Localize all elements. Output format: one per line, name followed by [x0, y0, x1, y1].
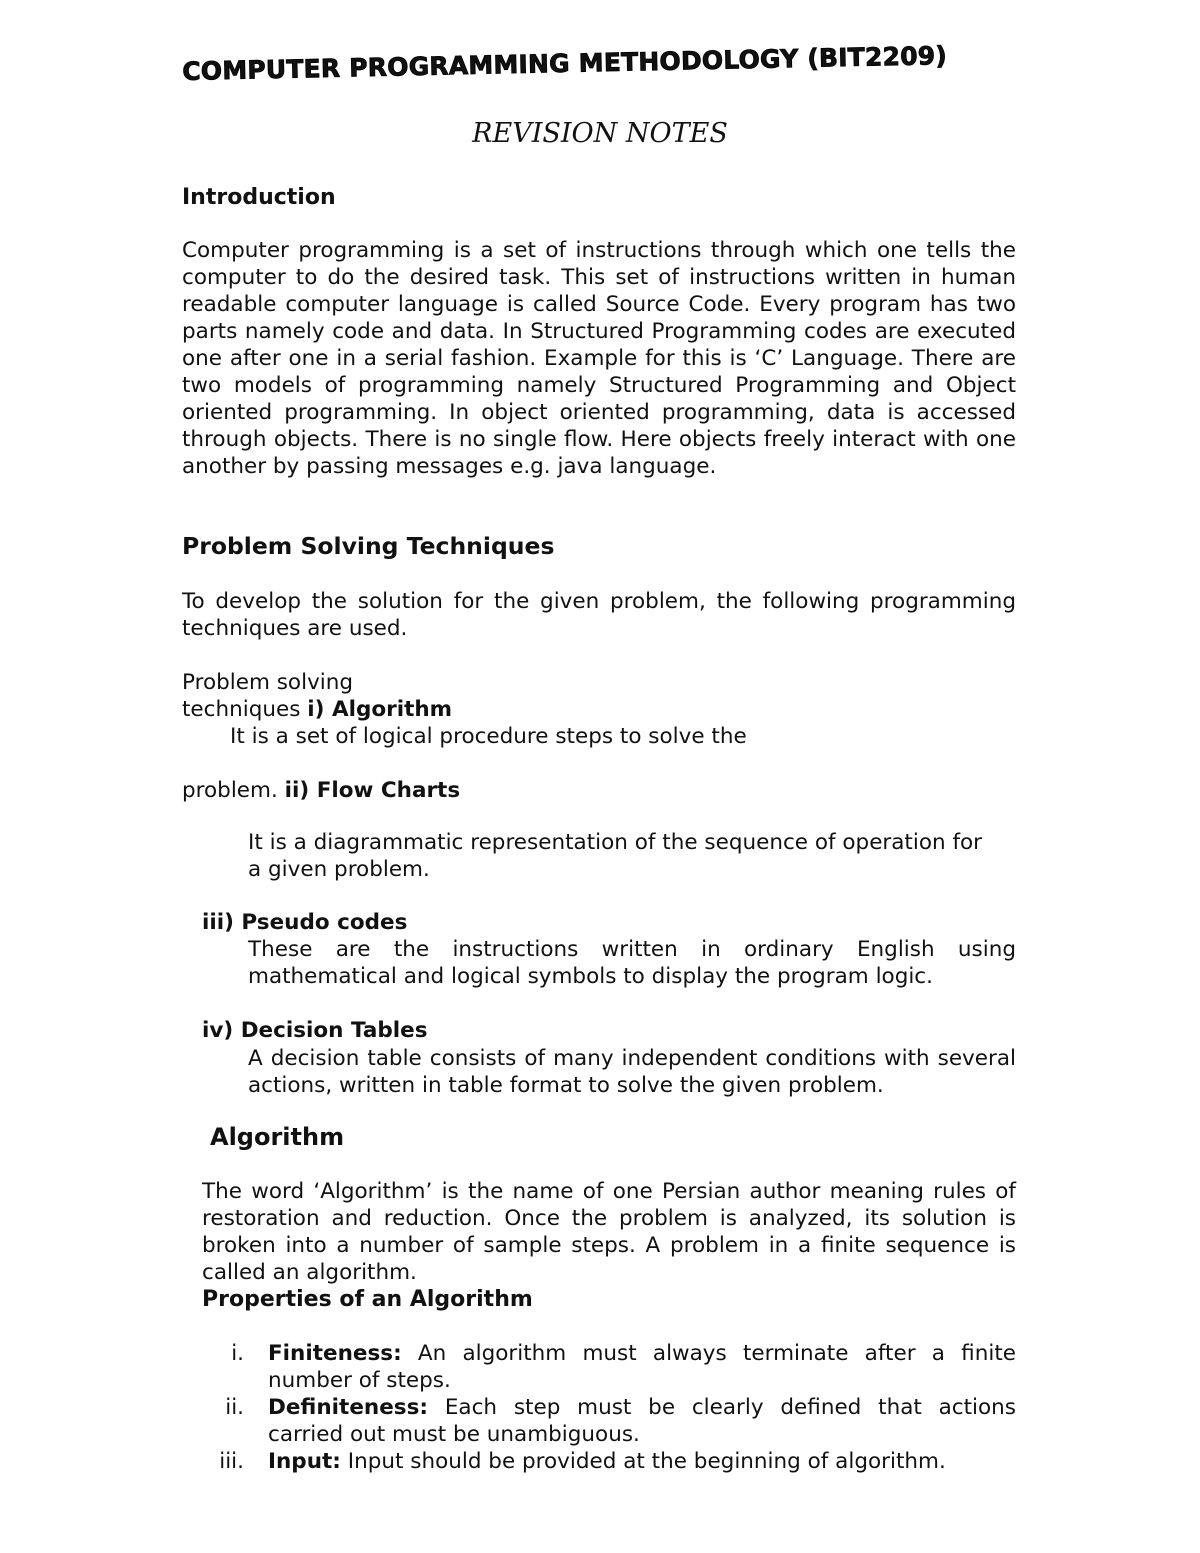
introduction-paragraph: Computer programming is a set of instructions through which one tells the computer to do the desired task. This set of instructions written in human readable computer language is called Source Code. Every program has two parts namely code and data. In Structured Programming codes are executed one after one in a serial fashion. Example for this is ‘C’ Language. There are two models of programming namely Structured Programming and Object oriented programming. In object oriented programming, data is accessed through objects. There is no single flow. Here objects freely interact with one another by passing messages e.g. java language.: [182, 238, 1016, 479]
properties-heading: Properties of an Algorithm: [202, 1287, 533, 1312]
property-term: Finiteness:: [268, 1341, 402, 1366]
item-flowcharts-label: ii) Flow Charts: [284, 778, 461, 803]
problem-solving-heading: Problem Solving Techniques: [182, 532, 555, 560]
introduction-heading: Introduction: [182, 185, 336, 210]
property-term: Definiteness:: [268, 1395, 428, 1420]
item-algorithm-cont: problem.: [182, 778, 278, 803]
property-number: iii.: [219, 1449, 244, 1474]
property-text: Each step must be clearly defined that actions carried out must be unambiguous.: [268, 1395, 1016, 1447]
problem-solving-intro: To develop the solution for the given problem, the following programming techniques are used.: [182, 589, 1016, 641]
item-pseudocodes-label: iii) Pseudo codes: [202, 910, 408, 935]
algorithm-heading: Algorithm: [210, 1123, 345, 1151]
item-flowcharts-desc: It is a diagrammatic representation of the sequence of operation for a given problem.: [248, 830, 983, 882]
item-algorithm-desc: It is a set of logical procedure steps to solve the: [230, 724, 747, 749]
document-title: COMPUTER PROGRAMMING METHODOLOGY (BIT2209): [181, 40, 948, 86]
item-decisiontables-desc: A decision table consists of many independent conditions with several actions, written in table format to solve the given problem.: [248, 1046, 1016, 1098]
property-number: i.: [231, 1341, 244, 1366]
property-item: [268, 1448, 1016, 1475]
property-item: [268, 1394, 1016, 1448]
techniques-lead-line1: Problem solving: [182, 670, 354, 695]
techniques-lead-word: techniques: [182, 697, 301, 722]
property-text: Input should be provided at the beginning of algorithm.: [347, 1449, 946, 1474]
item-algorithm-label: i) Algorithm: [307, 697, 453, 722]
property-number: ii.: [225, 1395, 244, 1420]
item-decisiontables-label: iv) Decision Tables: [202, 1018, 428, 1043]
item-flowcharts-line: [182, 777, 460, 804]
document-subtitle: REVISION NOTES: [472, 118, 728, 149]
item-pseudocodes-desc: These are the instructions written in ordinary English using mathematical and logical symbols to display the program logic.: [248, 937, 1016, 989]
techniques-lead-line2: [182, 696, 452, 723]
property-term: Input:: [268, 1449, 341, 1474]
algorithm-paragraph: The word ‘Algorithm’ is the name of one Persian author meaning rules of restoration and reduction. Once the problem is analyzed, its solution is broken into a number of sample steps. A problem in a finite sequence is called an algorithm.: [202, 1179, 1016, 1285]
property-item: [268, 1340, 1016, 1394]
property-text: An algorithm must always terminate after a finite number of steps.: [268, 1341, 1016, 1393]
